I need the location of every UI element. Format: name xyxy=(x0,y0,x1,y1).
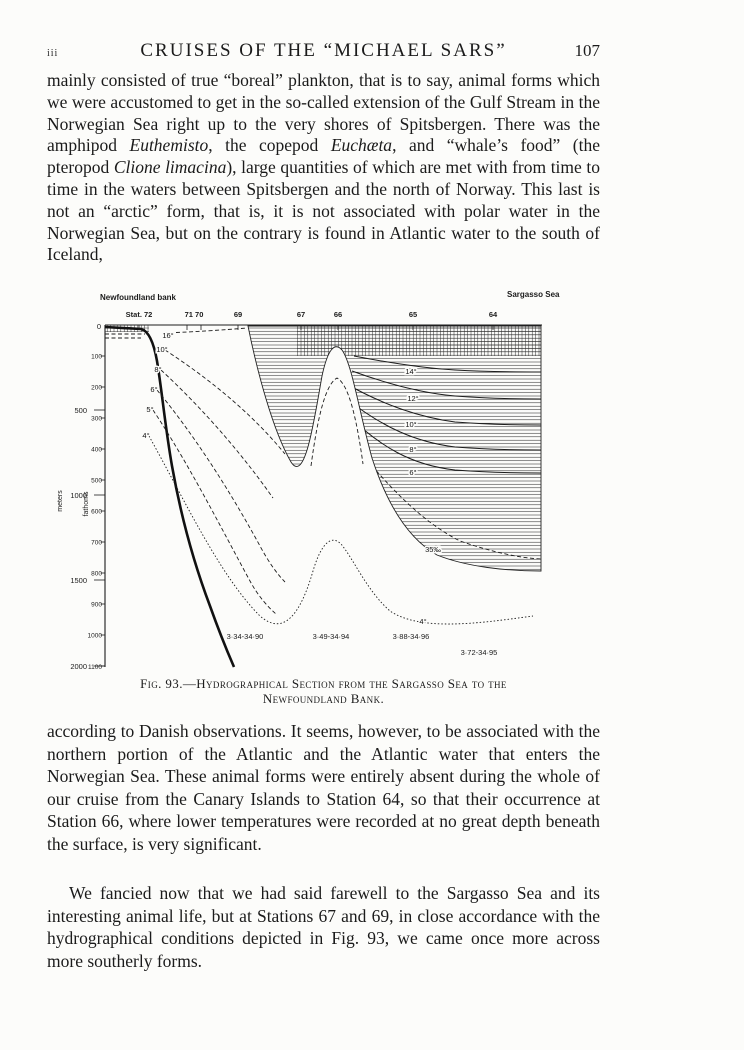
meters-axis-label: meters xyxy=(57,490,64,512)
depth-zero-label: 0 xyxy=(96,322,101,331)
temp-label-5-left: 5° xyxy=(146,405,154,414)
depth-label-fathoms: 1000 xyxy=(87,632,102,640)
page-header xyxy=(47,40,600,62)
species-clione-limacina: Clione limacina xyxy=(113,157,227,178)
station-label: 65 xyxy=(408,310,418,319)
depth-label-fathoms: 200 xyxy=(91,384,102,392)
bottom-reading: 3·72-34·95 xyxy=(460,648,498,657)
depth-label-fathoms: 500 xyxy=(91,477,102,485)
station-label: 64 xyxy=(488,310,498,319)
temp-label-12: 12° xyxy=(407,394,419,403)
depth-label-fathoms: 100 xyxy=(91,353,102,361)
bottom-reading: 3·88-34·96 xyxy=(392,632,430,641)
species-euchaeta: Euchæta xyxy=(330,135,393,156)
depth-label-meters: 2000 xyxy=(70,662,87,671)
shelf-surface-line xyxy=(105,334,145,338)
figure-label-sargasso-sea: Sargasso Sea xyxy=(507,290,560,299)
temp-label-10-right: 10° xyxy=(405,420,417,429)
isotherm-8-left xyxy=(161,370,273,498)
running-title: CRUISES OF THE “MICHAEL SARS” xyxy=(140,40,507,61)
p1-text: , the copepod xyxy=(208,135,331,156)
page-number: 107 xyxy=(574,41,600,60)
depth-label-meters: 1500 xyxy=(70,576,87,585)
station-label: Stat. 72 xyxy=(125,310,153,319)
species-euthemisto: Euthemisto xyxy=(129,135,209,156)
figure-label-newfoundland-bank: Newfoundland bank xyxy=(100,293,176,302)
temp-label-4-left: 4° xyxy=(142,431,150,440)
figure-caption-line1: Fig. 93.—Hydrographical Section from the Sargasso Sea to the xyxy=(140,676,507,691)
figure-caption xyxy=(47,676,600,706)
depth-label-fathoms: 400 xyxy=(91,446,102,454)
temp-label-10-left: 10° xyxy=(156,345,168,354)
bank-profile-line xyxy=(105,327,234,667)
temp-label-6-left: 6° xyxy=(150,385,158,394)
station-label: 66 xyxy=(333,310,343,319)
p1-text: , and “whale’s food” (the pteropod xyxy=(47,135,600,178)
station-label: 71 70 xyxy=(184,310,204,319)
temp-label-8-right: 8° xyxy=(409,445,417,454)
p1-text: mainly consisted of true “boreal” plankton, that is to say, animal forms which we were accustomed to get in the so-called extension of the Gulf Stream in the Norwegian Sea right up to the very shores of Spitsbergen. There was the amphipod xyxy=(47,70,600,156)
p1-text: ), large quantities of which are met with from time to time in the waters between Spitsbergen and the north of Norway. This last is not an “arctic” form, that is, it is not associated with polar water in the Norwegian Sea, but on the contrary is found in Atlantic water to the south of Iceland, xyxy=(47,157,601,265)
isotherm-5-left xyxy=(153,410,276,614)
temp-label-4-deep: 4° xyxy=(419,617,427,626)
temp-label-6-right: 6° xyxy=(409,468,417,477)
depth-label-fathoms: 800 xyxy=(91,570,102,578)
hydrographic-section-figure xyxy=(55,286,560,678)
surface-isotherm xyxy=(163,328,247,333)
depth-label-fathoms: 700 xyxy=(91,539,102,547)
depth-label-fathoms: 900 xyxy=(91,601,102,609)
temp-label-16: 16° xyxy=(162,331,174,340)
salinity-label-35: 35‰ xyxy=(425,545,441,554)
depth-label-meters: 500 xyxy=(74,406,87,415)
signature-mark: iii xyxy=(47,48,59,59)
temp-label-8-left: 8° xyxy=(154,365,162,374)
fathoms-axis-label: fathoms xyxy=(83,491,90,517)
depth-label-fathoms: 300 xyxy=(91,415,102,423)
temp-label-14: 14° xyxy=(405,367,417,376)
surface-crosshatch-band xyxy=(297,326,541,356)
figure-caption-line2: Newfoundland Bank. xyxy=(262,691,385,706)
depth-label-fathoms: 1100 xyxy=(88,664,102,671)
bottom-reading: 3·34-34·90 xyxy=(226,632,264,641)
paragraph-3: We fancied now that we had said farewell to the Sargasso Sea and its interesting animal life, but at Stations 67 and 69, in close accordance with the hydrographical conditions depicted in Fig. 93, we came once more across more southerly forms. xyxy=(47,883,600,971)
paragraph-2: according to Danish observations. It seems, however, to be associated with the northern portion of the Atlantic and the Atlantic water that enters the Norwegian Sea. These animal forms were entirely absent during the whole of our cruise from the Canary Islands to Station 64, so that their occurrence at Station 66, where lower temperatures were recorded at no great depth beneath the surface, is very significant. xyxy=(47,721,600,854)
station-label: 69 xyxy=(233,310,243,319)
paragraph-1 xyxy=(47,70,600,266)
station-label: 67 xyxy=(296,310,306,319)
depth-label-meters: 1000 xyxy=(70,491,87,500)
bottom-reading: 3·49-34·94 xyxy=(312,632,350,641)
depth-label-fathoms: 600 xyxy=(91,508,102,516)
